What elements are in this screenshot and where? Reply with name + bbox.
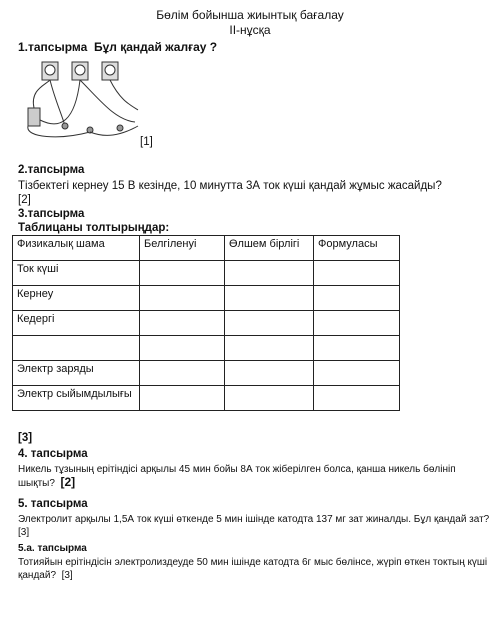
table-cell-empty[interactable]: [225, 311, 314, 336]
task3-heading: 3.тапсырма: [18, 208, 85, 220]
table-cell-empty[interactable]: [314, 336, 400, 361]
table-cell-empty[interactable]: [314, 361, 400, 386]
table-cell-empty[interactable]: [225, 261, 314, 286]
page-title: Бөлім бойынша жиынтық бағалау: [156, 8, 344, 22]
table-cell-quantity: Электр заряды: [13, 361, 140, 386]
table-cell-empty[interactable]: [225, 361, 314, 386]
table-cell-empty[interactable]: [225, 336, 314, 361]
table-cell-empty[interactable]: [314, 386, 400, 411]
task4-heading: 4. тапсырма: [18, 448, 88, 460]
task4-body: [18, 463, 488, 490]
table-cell-empty[interactable]: [225, 286, 314, 311]
task5a-text: Тотияйын ерітіндісін электролиздеуде 50 мин ішінде катодта 6г мыс бөлінсе, жүріп өткен токтың күші қандай?: [18, 557, 488, 581]
table-cell-empty[interactable]: [140, 311, 225, 336]
task2-text: Тізбектегі кернеу 15 В кезінде, 10 минутта 3А ток күші қандай жұмыс жасайды?: [18, 180, 442, 192]
table-cell-empty[interactable]: [314, 311, 400, 336]
table-cell-empty[interactable]: [140, 361, 225, 386]
task5-body: [18, 513, 496, 539]
task5-score: [3]: [18, 527, 30, 538]
table-cell-quantity[interactable]: [13, 336, 140, 361]
table-row: [13, 311, 400, 336]
task1-title: [18, 40, 217, 54]
table-row: [13, 286, 400, 311]
task1-score: [1]: [140, 136, 153, 148]
table-cell-quantity: Кедергі: [13, 311, 140, 336]
circuit-diagram-icon: [20, 60, 145, 145]
table-row: [13, 361, 400, 386]
task5a-body: [18, 556, 496, 582]
table-row: [13, 336, 400, 361]
table-header-row: [13, 236, 400, 261]
task4-text: Никель тұзының ерітіндісі арқылы 45 мин бойы 8А ток жіберілген болса, қанша никель бөлініп шықты?: [18, 464, 456, 489]
physics-table: [12, 235, 400, 411]
column-header: Формуласы: [314, 236, 400, 261]
task5-text: Электролит арқылы 1,5А ток күші өткенде 5 мин ішінде катодта 137 мг зат жиналды. Бұл қандай зат?: [18, 514, 490, 525]
table-cell-empty[interactable]: [140, 286, 225, 311]
table-cell-empty[interactable]: [140, 386, 225, 411]
task5a-heading: 5.а. тапсырма: [18, 543, 87, 554]
table-cell-empty[interactable]: [140, 336, 225, 361]
table-cell-quantity: Кернеу: [13, 286, 140, 311]
table-cell-quantity: Электр сыйымдылығы: [13, 386, 140, 411]
task3-instruction: Таблицаны толтырыңдар:: [18, 222, 170, 234]
task5-heading: 5. тапсырма: [18, 498, 88, 510]
table-cell-empty[interactable]: [314, 261, 400, 286]
task2-heading: 2.тапсырма: [18, 164, 85, 176]
task3-score: [3]: [18, 432, 33, 444]
column-header: Физикалық шама: [13, 236, 140, 261]
table-cell-empty[interactable]: [225, 386, 314, 411]
table-cell-empty[interactable]: [140, 261, 225, 286]
table-cell-empty[interactable]: [314, 286, 400, 311]
page-variant: ІІ-нұсқа: [229, 23, 271, 37]
column-header: Белгіленуі: [140, 236, 225, 261]
column-header: Өлшем бірлігі: [225, 236, 314, 261]
task4-score: [2]: [60, 475, 76, 489]
table-cell-quantity: Ток күші: [13, 261, 140, 286]
task5a-score: [3]: [61, 570, 73, 581]
task1-question: Бұл қандай жалғау ?: [93, 40, 218, 54]
task1-heading: 1.тапсырма: [18, 40, 88, 54]
table-row: [13, 386, 400, 411]
task2-score: [2]: [18, 194, 31, 206]
table-row: [13, 261, 400, 286]
